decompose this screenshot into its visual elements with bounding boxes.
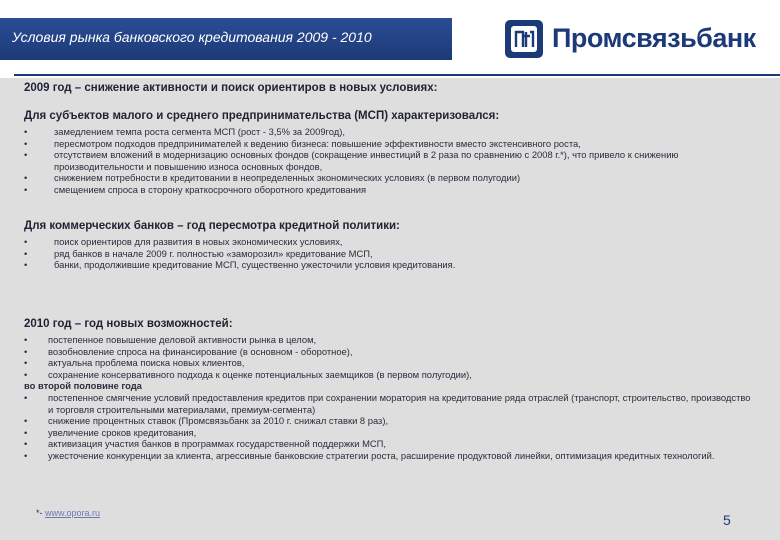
bullet-icon: • xyxy=(24,126,28,137)
bullet-icon: • xyxy=(24,236,28,247)
list-item: • банки, продолжившие кредитование МСП, существенно ужесточили условия кредитования. xyxy=(24,259,456,271)
bullet-icon: • xyxy=(24,438,28,450)
list-item: • актуальна проблема поиска новых клиентов, xyxy=(24,357,245,369)
bullet-icon: • xyxy=(24,149,28,161)
list-item: • отсутствием вложений в модернизацию основных фондов (сокращение инвестиций в 2 раза по сравнению с 2008 г.*), что привело к снижению производительности и повышению износа основных фондов, xyxy=(24,149,679,172)
header-divider xyxy=(14,74,780,76)
bank-logo-text: Промсвязьбанк xyxy=(552,23,756,53)
msp-heading: Для субъектов малого и среднего предпринимательства (МСП) характеризовался: xyxy=(24,110,500,122)
list-item: • возобновление спроса на финансирование (в основном - оборотное), xyxy=(24,345,353,357)
list-item: • замедлением темпа роста сегмента МСП (рост - 3,5% за 2009год), xyxy=(24,126,345,137)
list-item: • увеличение сроков кредитования, xyxy=(24,426,197,438)
bullet-icon: • xyxy=(24,247,28,259)
bullet-icon: • xyxy=(24,449,28,461)
list-item: • ужесточение конкуренции за клиента, агрессивные банковские стратегии роста, расширение продуктовой линейки, оптимизация кредитных технологий. xyxy=(24,449,715,461)
section-2010-heading: 2010 год – год новых возможностей: xyxy=(24,318,233,330)
page-number: 5 xyxy=(723,512,731,528)
slide-header xyxy=(0,0,780,76)
bullet-icon: • xyxy=(24,259,28,271)
bullet-icon: • xyxy=(24,334,28,345)
bullet-icon: • xyxy=(24,345,28,357)
footnote-marker: *- xyxy=(36,508,45,518)
list-item: • активизация участия банков в программах государственной поддержки МСП, xyxy=(24,438,386,450)
title-band xyxy=(0,18,452,60)
banks-list xyxy=(24,236,754,271)
bullet-icon: • xyxy=(24,172,28,184)
bank-logo-icon xyxy=(505,20,543,58)
list-item: • сохранение консервативного подхода к оценке потенциальных заемщиков (в первом полугодии), xyxy=(24,368,472,380)
section-2009-heading: 2009 год – снижение активности и поиск ориентиров в новых условиях: xyxy=(24,82,438,94)
list-item: • смещением спроса в сторону краткосрочного оборотного кредитования xyxy=(24,183,367,195)
bullet-icon: • xyxy=(24,137,28,149)
list-item: • снижением потребности в кредитовании в неопределенных экономических условиях (в первом полугодии) xyxy=(24,172,521,184)
bullet-icon: • xyxy=(24,357,28,369)
list-item: • ряд банков в начале 2009 г. полностью «заморозил» кредитование МСП, xyxy=(24,247,373,259)
slide-title: Условия рынка банковского кредитования 2009 - 2010 xyxy=(12,29,372,45)
list-item: • постепенное смягчение условий предоставления кредитов при сохранении моратория на кредитование ряда отраслей (транспорт, строительство, производство и торговля строительными материалами, премиум-сегмента) xyxy=(24,391,751,415)
list-item: • пересмотром подходов предпринимателей к ведению бизнеса: повышение эффективности вместо экстенсивного роста, xyxy=(24,137,581,149)
list-item: • постепенное повышение деловой активности рынка в целом, xyxy=(24,334,317,345)
msp-list xyxy=(24,126,754,196)
bullet-icon: • xyxy=(24,368,28,380)
bullet-icon: • xyxy=(24,391,28,403)
second-half-label: во второй половине года xyxy=(24,380,142,392)
bullet-icon: • xyxy=(24,426,28,438)
bullet-icon: • xyxy=(24,415,28,427)
source-link[interactable]: www.opora.ru xyxy=(45,508,101,518)
bullet-icon: • xyxy=(24,183,28,195)
list-item: • снижение процентных ставок (Промсвязьбанк за 2010 г. снижал ставки 8 раз), xyxy=(24,415,389,427)
banks-heading: Для коммерческих банков – год пересмотра кредитной политики: xyxy=(24,220,400,232)
footnote xyxy=(36,508,100,518)
section-2010-list xyxy=(24,334,754,462)
list-item: • поиск ориентиров для развития в новых экономических условиях, xyxy=(24,236,343,247)
